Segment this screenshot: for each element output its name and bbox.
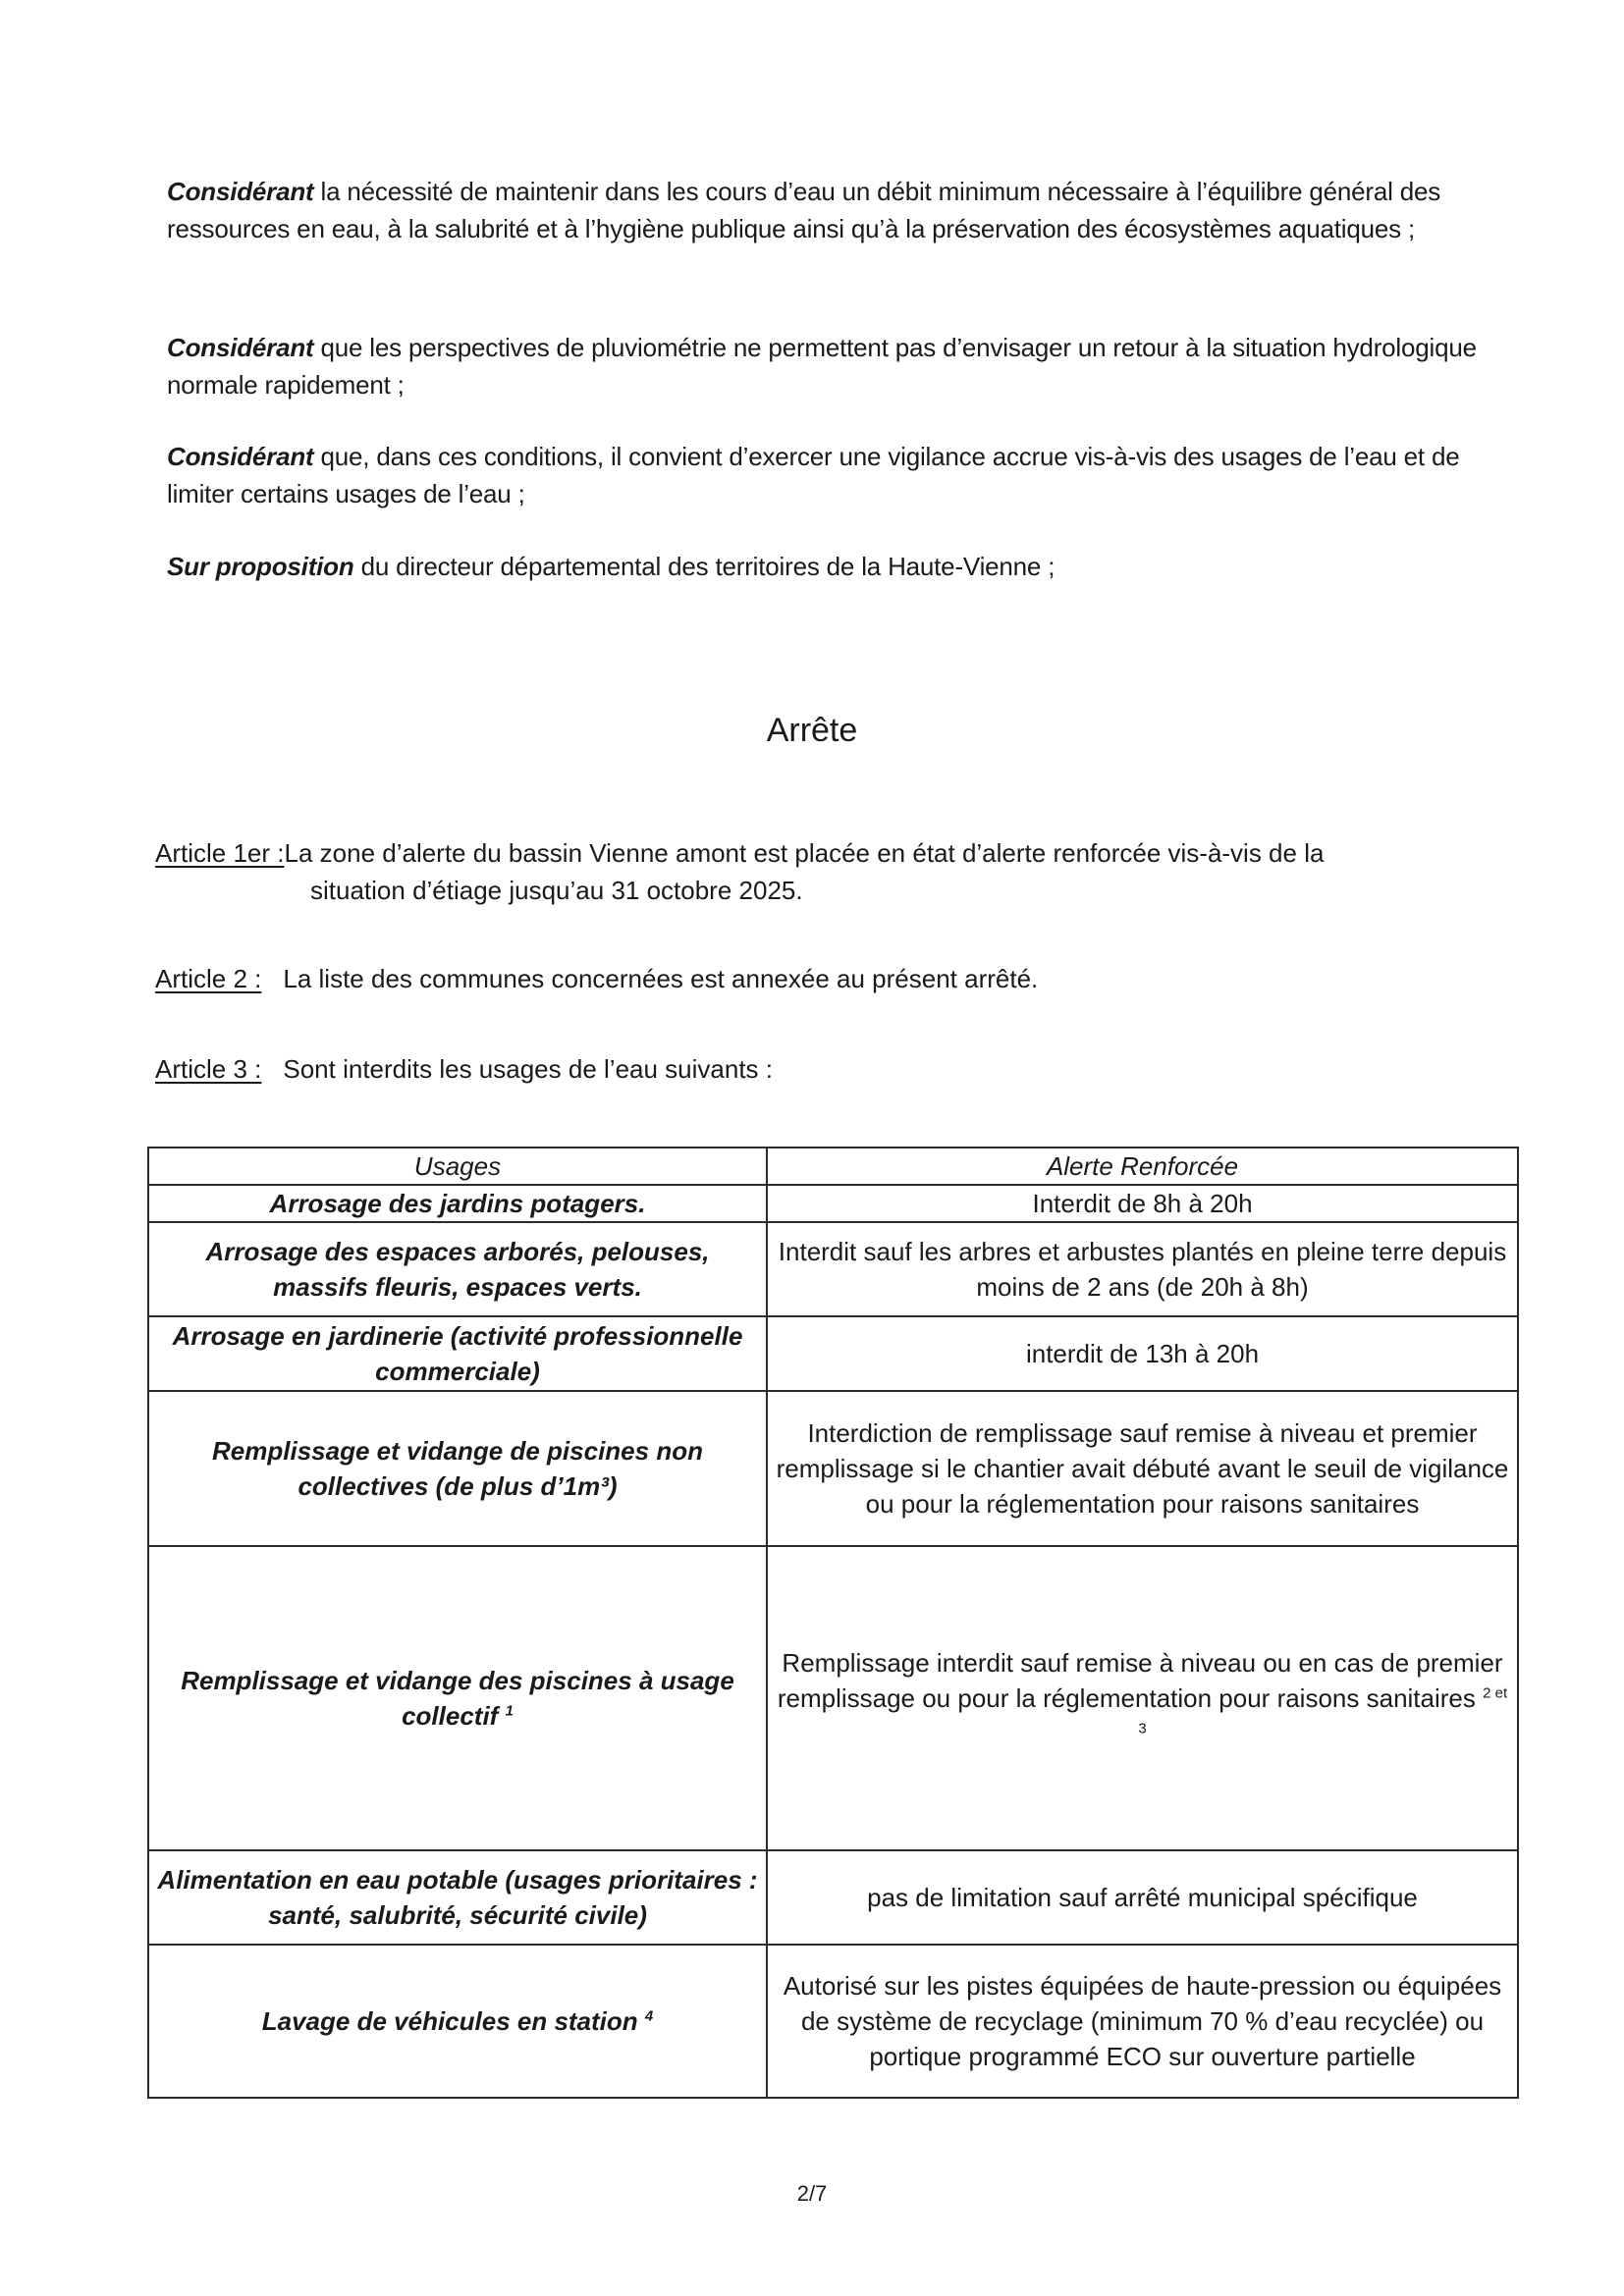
- article-3: [155, 1050, 1530, 1088]
- paragraph-lead: Considérant: [167, 333, 314, 362]
- considerant-paragraph: [167, 173, 1532, 247]
- table-row: [148, 1391, 1518, 1546]
- table-row: [148, 1316, 1518, 1391]
- restriction-cell: [767, 1316, 1518, 1391]
- paragraph-text: la nécessité de maintenir dans les cours d’eau un débit minimum nécessaire à l’équilibre général des ressources en eau, à la salubrité et à l’hygiène publique ainsi qu’à la préservation des écosystèmes aquatiques ;: [167, 177, 1441, 243]
- usage-text: Lavage de véhicules en station: [261, 2006, 638, 2036]
- restriction-text: Interdit sauf les arbres et arbustes plantés en pleine terre depuis moins de 2 ans (de 20h à 8h): [778, 1237, 1507, 1302]
- usage-cell: [148, 1546, 767, 1850]
- footnote-ref: 1: [505, 1702, 514, 1720]
- column-header-usages: Usages: [148, 1148, 767, 1185]
- paragraph-text: du directeur départemental des territoires de la Haute-Vienne ;: [353, 552, 1056, 581]
- article-label: Article 1er :: [155, 838, 285, 868]
- paragraph-lead: Considérant: [167, 442, 314, 471]
- restriction-cell: [767, 1945, 1518, 2098]
- table-row: [148, 1222, 1518, 1316]
- usage-cell: [148, 1316, 767, 1391]
- table-row: [148, 1945, 1518, 2098]
- considerant-paragraph: [167, 329, 1532, 403]
- restriction-cell: [767, 1185, 1518, 1222]
- article-text: Sont interdits les usages de l’eau suivants :: [283, 1054, 773, 1084]
- usage-text: Arrosage en jardinerie (activité professionnelle commerciale): [172, 1321, 743, 1386]
- restriction-cell: [767, 1391, 1518, 1546]
- paragraph-lead: Sur proposition: [167, 552, 354, 581]
- usage-cell: [148, 1945, 767, 2098]
- usage-cell: [148, 1222, 767, 1316]
- restriction-text: Autorisé sur les pistes équipées de haute-pression ou équipées de système de recyclage (minimum 70 % d’eau recyclée) ou portique programmé ECO sur ouverture partielle: [783, 1971, 1502, 2071]
- paragraph-text: que, dans ces conditions, il convient d’exercer une vigilance accrue vis-à-vis des usages de l’eau et de limiter certains usages de l’eau ;: [167, 442, 1460, 508]
- restriction-text: interdit de 13h à 20h: [1025, 1339, 1260, 1368]
- article-text-continued: situation d’étiage jusqu’au 31 octobre 2025.: [310, 876, 803, 905]
- table-row: [148, 1850, 1518, 1945]
- article-1: [155, 834, 1530, 909]
- usage-text: Alimentation en eau potable (usages prioritaires : santé, salubrité, sécurité civile): [157, 1865, 758, 1930]
- article-text: La zone d’alerte du bassin Vienne amont est placée en état d’alerte renforcée vis-à-vis de la: [284, 838, 1325, 868]
- table-row: [148, 1546, 1518, 1850]
- restriction-cell: [767, 1546, 1518, 1850]
- restriction-cell: [767, 1222, 1518, 1316]
- usage-text: Arrosage des espaces arborés, pelouses, massifs fleuris, espaces verts.: [205, 1237, 710, 1302]
- usage-cell: [148, 1185, 767, 1222]
- restriction-text: Interdit de 8h à 20h: [1032, 1189, 1253, 1218]
- usage-text: Arrosage des jardins potagers.: [269, 1189, 646, 1218]
- considerant-paragraph: [167, 438, 1532, 512]
- footnote-ref: 4: [644, 2007, 654, 2025]
- usage-cell: [148, 1850, 767, 1945]
- usage-text: Remplissage et vidange de piscines non collectives (de plus d’1m³): [212, 1436, 703, 1501]
- paragraph-lead: Considérant: [167, 177, 314, 206]
- usage-text: Remplissage et vidange des piscines à usage collectif: [181, 1666, 734, 1731]
- table-header-row: [148, 1148, 1518, 1185]
- restriction-text: Remplissage interdit sauf remise à niveau ou en cas de premier remplissage ou pour la réglementation pour raisons sanitaires: [777, 1648, 1503, 1713]
- restriction-text: pas de limitation sauf arrêté municipal spécifique: [867, 1883, 1418, 1912]
- article-label: Article 2 :: [155, 964, 262, 993]
- article-text: La liste des communes concernées est annexée au présent arrêté.: [283, 964, 1039, 993]
- restriction-text: Interdiction de remplissage sauf remise à niveau et premier remplissage si le chantier avait débuté avant le seuil de vigilance ou pour la réglementation pour raisons sanitaires: [776, 1418, 1509, 1519]
- column-header-alerte-renforcee: Alerte Renforcée: [767, 1148, 1518, 1185]
- decree-title: Arrête: [766, 712, 858, 749]
- usage-cell: [148, 1391, 767, 1546]
- restriction-cell: [767, 1850, 1518, 1945]
- footnote-ref: 2 et 3: [1138, 1684, 1508, 1737]
- page-number: 2/7: [796, 2181, 828, 2206]
- table-row: [148, 1185, 1518, 1222]
- article-2: [155, 960, 1530, 997]
- proposition-paragraph: [167, 548, 1532, 585]
- article-label: Article 3 :: [155, 1054, 262, 1084]
- paragraph-text: que les perspectives de pluviométrie ne permettent pas d’envisager un retour à la situation hydrologique normale rapidement ;: [167, 333, 1477, 400]
- water-usage-restrictions-table: [147, 1147, 1519, 2099]
